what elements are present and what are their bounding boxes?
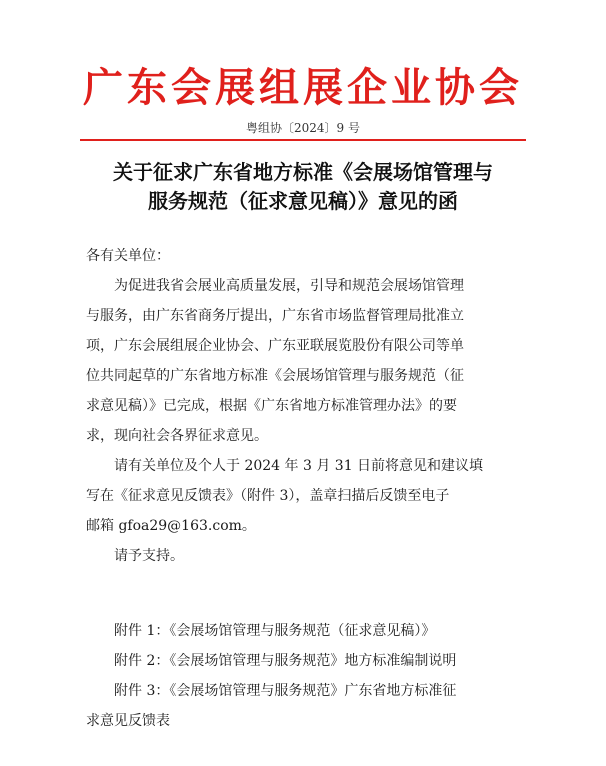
- attachment-item-continued: 求意见反馈表: [86, 713, 170, 729]
- paragraph-1: [86, 271, 526, 451]
- salutation: 各有关单位：: [86, 248, 170, 264]
- attachment-item: 附件 2：《会展场馆管理与服务规范》地方标准编制说明: [114, 653, 457, 669]
- paragraph-2-line: 邮箱 gfoa29@163.com。: [86, 518, 256, 534]
- paragraph-1-line: 与服务，由广东省商务厅提出，广东省市场监督管理局批准立: [86, 308, 464, 324]
- header-divider: [80, 139, 526, 141]
- paragraph-2-line: 请有关单位及个人于 2024 年 3 月 31 日前将意见和建议填: [114, 458, 484, 474]
- paragraph-1-line: 为促进我省会展业高质量发展，引导和规范会展场馆管理: [114, 278, 464, 294]
- paragraph-2-line: 写在《征求意见反馈表》（附件 3），盖章扫描后反馈至电子: [86, 488, 450, 504]
- attachments-list: [86, 616, 526, 736]
- title-line-1: 关于征求广东省地方标准《会展场馆管理与: [113, 160, 493, 184]
- paragraph-2: [86, 451, 526, 541]
- paragraph-1-line: 求，现向社会各界征求意见。: [86, 428, 268, 444]
- document-title: [60, 158, 546, 216]
- closing-remark: 请予支持。: [114, 548, 184, 564]
- title-line-2: 服务规范（征求意见稿）》意见的函: [148, 189, 458, 213]
- paragraph-1-line: 位共同起草的广东省地方标准《会展场馆管理与服务规范（征: [86, 368, 464, 384]
- document-number: 粤组协〔2024〕9 号: [246, 121, 360, 135]
- letter-body: [86, 241, 526, 571]
- paragraph-1-line: 求意见稿）》已完成，根据《广东省地方标准管理办法》的要: [86, 398, 457, 414]
- attachment-item: 附件 3：《会展场馆管理与服务规范》广东省地方标准征: [114, 683, 457, 699]
- organization-name: 广东会展组展企业协会: [83, 65, 523, 111]
- paragraph-1-line: 项，广东会展组展企业协会、广东亚联展览股份有限公司等单: [86, 338, 464, 354]
- attachment-item: 附件 1：《会展场馆管理与服务规范（征求意见稿）》: [114, 623, 436, 639]
